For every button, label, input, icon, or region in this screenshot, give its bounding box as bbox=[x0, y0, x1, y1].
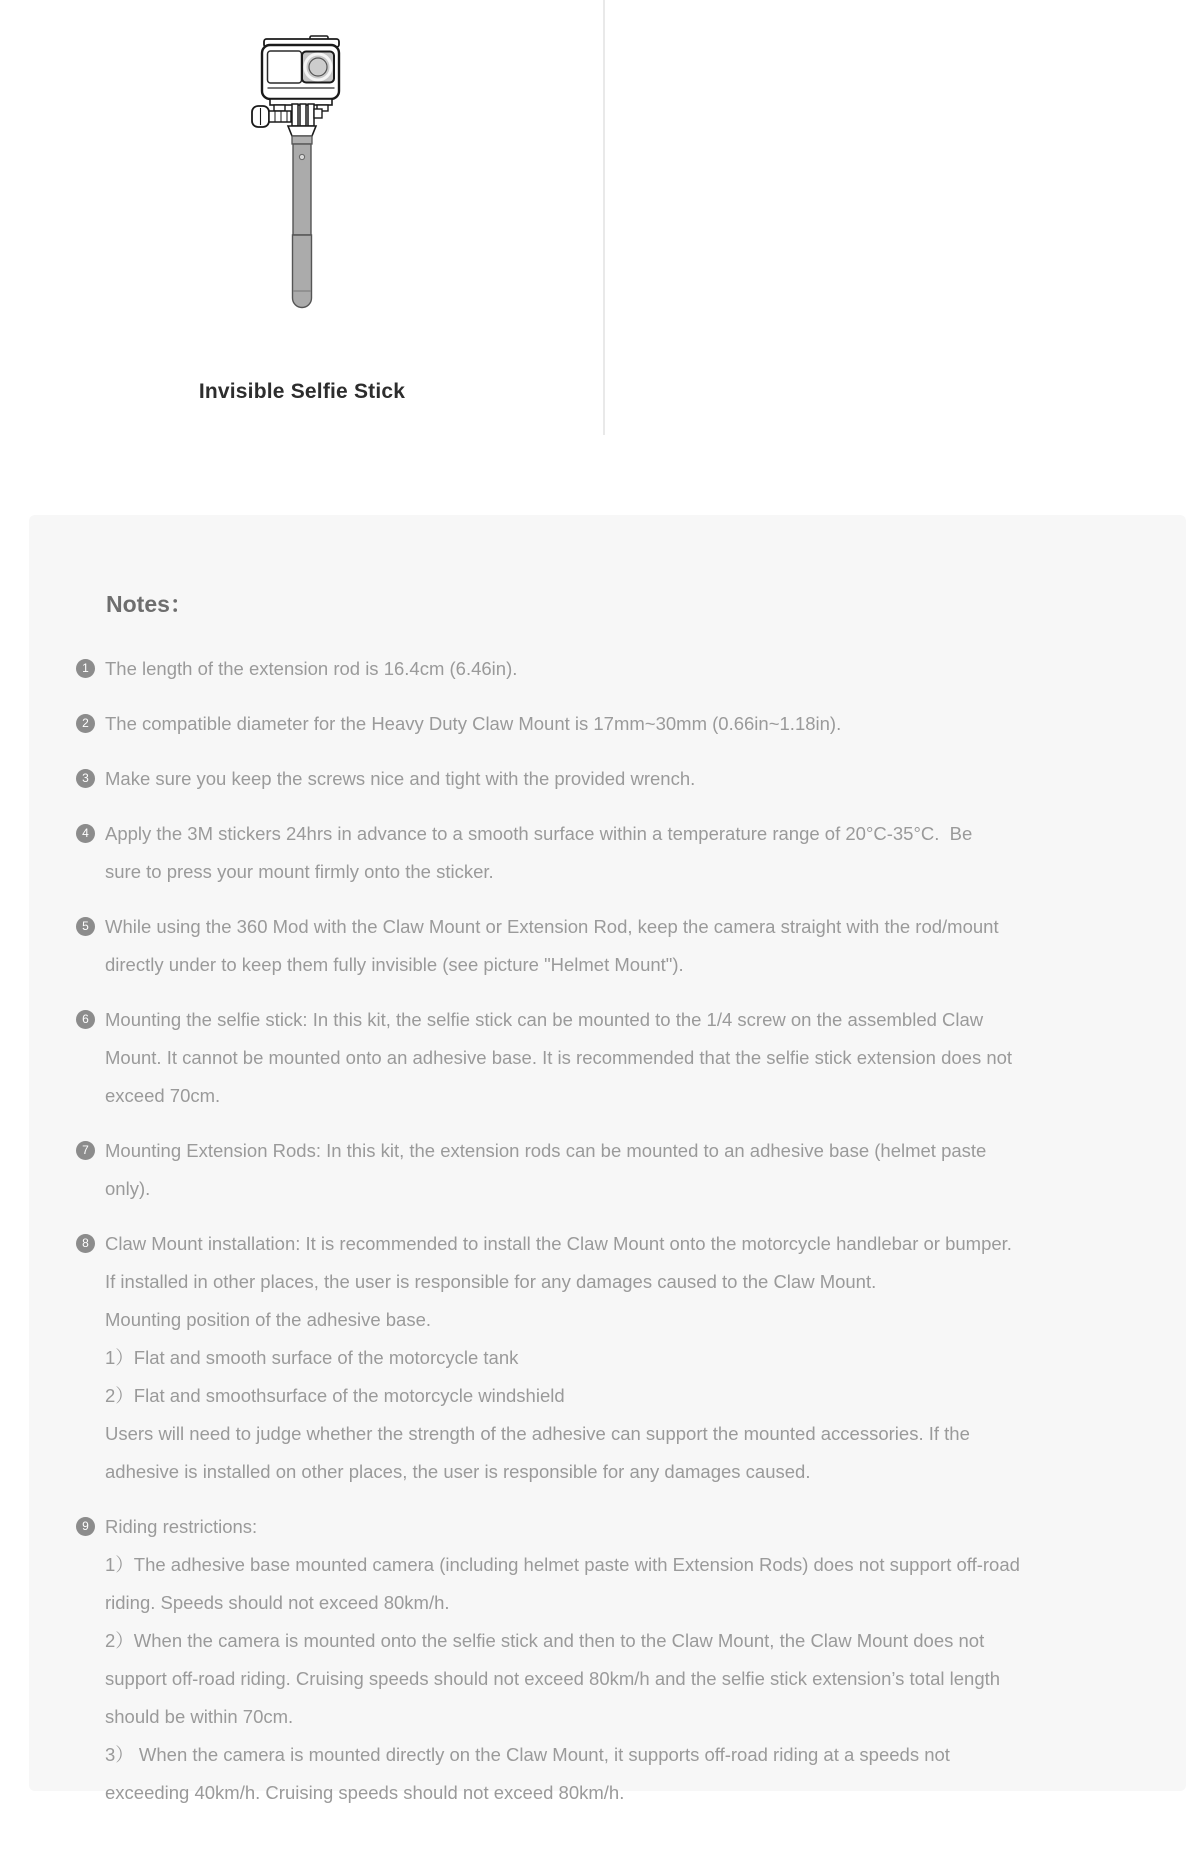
note-item bbox=[76, 1001, 1174, 1115]
mount-nut bbox=[314, 109, 322, 118]
note-text bbox=[105, 1225, 1174, 1491]
note-number-badge: 1 bbox=[76, 659, 95, 678]
note-item bbox=[76, 908, 1174, 984]
note-line: exceed 70cm. bbox=[105, 1085, 221, 1106]
note-line: 2）When the camera is mounted onto the selfie stick and then to the Claw Mount, the Claw Mount does not bbox=[105, 1630, 985, 1651]
note-line: The length of the extension rod is 16.4cm (6.46in). bbox=[105, 658, 518, 679]
note-item bbox=[76, 1132, 1174, 1208]
selfie-stick-handle bbox=[293, 235, 312, 308]
note-text bbox=[105, 1508, 1174, 1812]
note-item bbox=[76, 1508, 1174, 1812]
product-caption: Invisible Selfie Stick bbox=[198, 380, 406, 403]
note-line: riding. Speeds should not exceed 80km/h. bbox=[105, 1592, 450, 1613]
mount-tab-left bbox=[274, 105, 285, 111]
mount-prong bbox=[292, 104, 298, 126]
note-line: Mounting position of the adhesive base. bbox=[105, 1309, 432, 1330]
note-item bbox=[76, 1225, 1174, 1491]
pole-collar bbox=[292, 136, 312, 144]
note-line: 1）The adhesive base mounted camera (including helmet paste with Extension Rods) does not support off-road bbox=[105, 1554, 1020, 1575]
note-line: The compatible diameter for the Heavy Duty Claw Mount is 17mm~30mm (0.66in~1.18in). bbox=[105, 713, 842, 734]
notes-heading: Notes： bbox=[106, 591, 193, 617]
note-line: Make sure you keep the screws nice and tight with the provided wrench. bbox=[105, 768, 696, 789]
note-number-badge: 5 bbox=[76, 917, 95, 936]
note-number-badge: 3 bbox=[76, 769, 95, 788]
note-text bbox=[105, 1001, 1174, 1115]
notes-list bbox=[76, 650, 1174, 1812]
note-number-badge: 9 bbox=[76, 1517, 95, 1536]
note-line: Mounting the selfie stick: In this kit, the selfie stick can be mounted to the 1/4 screw on the assembled Claw bbox=[105, 1009, 984, 1030]
note-text bbox=[105, 705, 1174, 743]
note-text bbox=[105, 815, 1174, 891]
note-line: Mounting Extension Rods: In this kit, the extension rods can be mounted to an adhesive base (helmet paste bbox=[105, 1140, 987, 1161]
note-number-badge: 7 bbox=[76, 1141, 95, 1160]
note-line: sure to press your mount firmly onto the sticker. bbox=[105, 861, 494, 882]
note-line: Riding restrictions: bbox=[105, 1516, 258, 1537]
note-text bbox=[105, 760, 1174, 798]
note-line: adhesive is installed on other places, the user is responsible for any damages caused. bbox=[105, 1461, 811, 1482]
note-line: only). bbox=[105, 1178, 151, 1199]
note-line: If installed in other places, the user is responsible for any damages caused to the Claw Mount. bbox=[105, 1271, 877, 1292]
note-line: 1）Flat and smooth surface of the motorcycle tank bbox=[105, 1347, 519, 1368]
note-line: Users will need to judge whether the strength of the adhesive can support the mounted accessories. If the bbox=[105, 1423, 970, 1444]
product-figure bbox=[0, 0, 604, 435]
note-line: Claw Mount installation: It is recommended to install the Claw Mount onto the motorcycle handlebar or bumper. bbox=[105, 1233, 1012, 1254]
note-number-badge: 6 bbox=[76, 1010, 95, 1029]
note-item bbox=[76, 705, 1174, 743]
note-text bbox=[105, 1132, 1174, 1208]
note-item bbox=[76, 650, 1174, 688]
note-item bbox=[76, 815, 1174, 891]
note-item bbox=[76, 760, 1174, 798]
note-line: Apply the 3M stickers 24hrs in advance to a smooth surface within a temperature range of 20°C-35°C. Be bbox=[105, 823, 973, 844]
note-line: 3） When the camera is mounted directly on the Claw Mount, it supports off-road riding at a speeds not bbox=[105, 1744, 950, 1765]
note-line: Mount. It cannot be mounted onto an adhesive base. It is recommended that the selfie stick extension does not bbox=[105, 1047, 1013, 1068]
notes-panel bbox=[29, 515, 1186, 1803]
note-line: While using the 360 Mod with the Claw Mount or Extension Rod, keep the camera straight with the rod/mount bbox=[105, 916, 999, 937]
note-text bbox=[105, 908, 1174, 984]
camera-lens-inner bbox=[309, 58, 327, 76]
note-number-badge: 4 bbox=[76, 824, 95, 843]
note-text bbox=[105, 650, 1174, 688]
note-line: should be within 70cm. bbox=[105, 1706, 294, 1727]
mount-prong bbox=[308, 104, 314, 126]
camera-screen bbox=[268, 51, 302, 83]
vertical-divider bbox=[603, 0, 605, 435]
note-line: 2）Flat and smoothsurface of the motorcycle windshield bbox=[105, 1385, 565, 1406]
note-line: exceeding 40km/h. Cruising speeds should not exceed 80km/h. bbox=[105, 1782, 625, 1803]
note-number-badge: 8 bbox=[76, 1234, 95, 1253]
note-line: directly under to keep them fully invisible (see picture "Helmet Mount"). bbox=[105, 954, 684, 975]
screw-shaft bbox=[269, 111, 291, 122]
selfie-stick-illustration bbox=[222, 33, 382, 333]
pole-button bbox=[299, 154, 304, 159]
note-line: support off-road riding. Cruising speeds should not exceed 80km/h and the selfie stick extension’s total length bbox=[105, 1668, 1001, 1689]
note-number-badge: 2 bbox=[76, 714, 95, 733]
mount-base bbox=[288, 126, 316, 136]
mount-prong bbox=[300, 104, 306, 126]
